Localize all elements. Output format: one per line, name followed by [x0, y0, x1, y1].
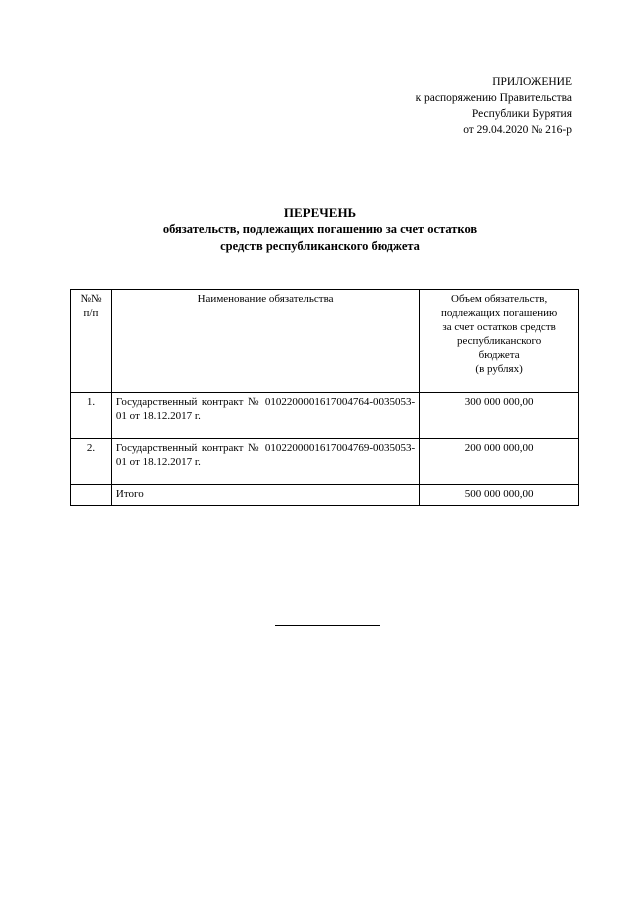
header-sum-line: подлежащих погашению — [440, 307, 558, 319]
table-total-row — [71, 485, 579, 506]
header-sum-line: бюджета — [478, 349, 520, 361]
header-sum-line: республиканского — [456, 335, 542, 347]
end-divider-line — [275, 625, 380, 626]
table-row — [71, 393, 579, 439]
table-row — [71, 439, 579, 485]
row-obligation-name: Государственный контракт № 0102200001617004764-0035053-01 от 18.12.2017 г. — [111, 393, 419, 439]
total-label: Итого — [111, 485, 419, 506]
total-amount: 500 000 000,00 — [420, 485, 579, 506]
header-sum-line: за счет остатков средств — [442, 321, 556, 333]
total-number — [71, 485, 112, 506]
obligations-table — [70, 289, 579, 506]
title-line-2: обязательств, подлежащих погашению за счет остатков — [162, 222, 478, 236]
header-name: Наименование обязательства — [111, 290, 419, 393]
appendix-header — [416, 74, 572, 138]
appendix-order-ref: к распоряжению Правительства — [415, 92, 572, 104]
title-line-3: средств республиканского бюджета — [220, 239, 420, 253]
appendix-title: ПРИЛОЖЕНИЕ — [492, 76, 572, 88]
document-title — [0, 204, 640, 255]
header-sum — [420, 290, 579, 393]
row-amount: 200 000 000,00 — [420, 439, 579, 485]
title-line-1: ПЕРЕЧЕНЬ — [283, 205, 357, 220]
row-amount: 300 000 000,00 — [420, 393, 579, 439]
row-number: 2. — [71, 439, 112, 485]
row-obligation-name: Государственный контракт № 0102200001617004769-0035053-01 от 18.12.2017 г. — [111, 439, 419, 485]
header-number: №№ п/п — [71, 290, 112, 393]
table-header-row — [71, 290, 579, 393]
row-number: 1. — [71, 393, 112, 439]
appendix-region: Республики Бурятия — [471, 108, 572, 120]
appendix-date-number: от 29.04.2020 № 216-р — [463, 124, 572, 136]
header-sum-line: (в рублях) — [475, 363, 523, 375]
header-sum-line: Объем обязательств, — [451, 293, 548, 305]
